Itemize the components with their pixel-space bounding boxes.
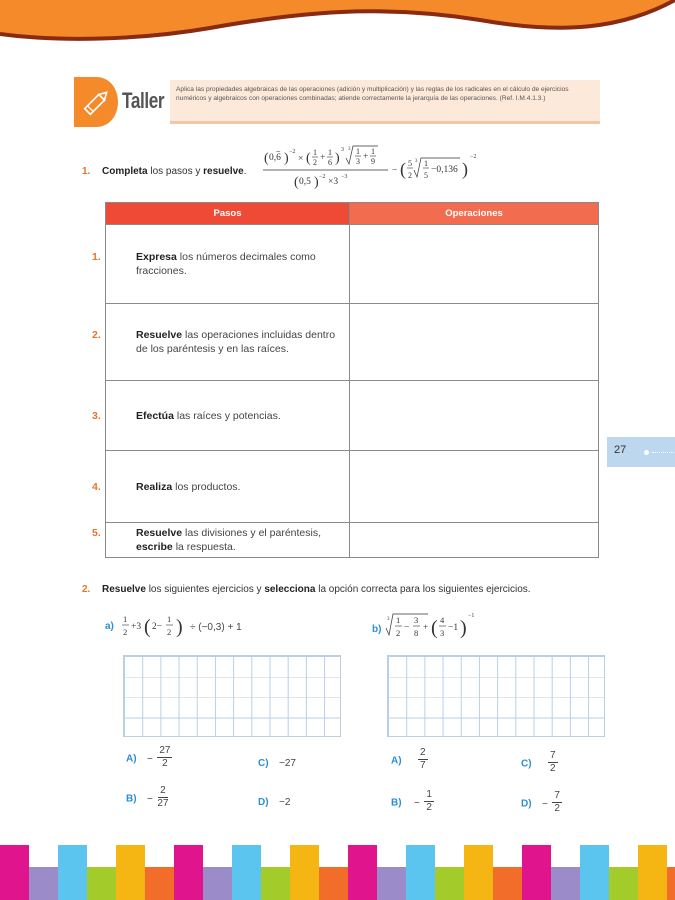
table-row: [106, 523, 599, 558]
exercise-a-label: a): [105, 621, 114, 632]
svg-text:): ): [176, 616, 183, 638]
svg-text:(: (: [306, 151, 311, 166]
svg-text:2: 2: [408, 171, 412, 180]
option-denominator: 2: [550, 763, 556, 774]
svg-text:3: 3: [341, 147, 344, 153]
svg-text:1: 1: [356, 147, 360, 156]
option-numerator: 7: [554, 790, 560, 801]
svg-text:−0,136: −0,136: [431, 165, 458, 175]
svg-text:9: 9: [371, 157, 375, 166]
svg-text:×: ×: [298, 154, 304, 164]
page-dotted-line: [652, 452, 674, 453]
svg-text:0,6: 0,6: [269, 153, 281, 163]
q1-verb-completa: Completa: [102, 166, 148, 177]
option-numerator: 2: [160, 785, 166, 796]
svg-text:): ): [284, 151, 289, 166]
q2-mid-text: los siguientes ejercicios y: [145, 584, 265, 595]
table-row: [106, 225, 599, 304]
option-denominator: 2: [554, 803, 560, 814]
svg-text:1: 1: [396, 615, 401, 625]
step-text: las divisiones y el paréntesis,: [182, 527, 322, 539]
option-b-C[interactable]: [521, 750, 558, 775]
q1-formula: [262, 144, 487, 194]
svg-text:): ): [460, 617, 467, 639]
q1-mid-text: los pasos y: [147, 166, 204, 177]
svg-text:−1: −1: [448, 623, 459, 633]
option-letter: D): [521, 798, 532, 810]
svg-text:(: (: [431, 617, 438, 639]
option-letter: A): [126, 753, 137, 765]
option-value: −27: [279, 758, 296, 769]
question-1: [82, 166, 247, 177]
option-numerator: 2: [420, 747, 426, 758]
option-denominator: 2: [162, 758, 168, 769]
svg-text:2: 2: [123, 627, 128, 637]
step-text: los números decimales como fracciones.: [136, 251, 316, 277]
svg-text:3: 3: [387, 617, 390, 622]
svg-text:5: 5: [424, 171, 428, 180]
table-row: [106, 451, 599, 523]
svg-text:2: 2: [396, 628, 401, 638]
svg-text:2: 2: [167, 627, 172, 637]
table-row: [106, 304, 599, 381]
option-b-D[interactable]: [521, 790, 562, 815]
step-verb: Resuelve: [136, 329, 183, 341]
svg-text:1: 1: [123, 614, 128, 624]
table-row: [106, 381, 599, 451]
step-verb: Efectúa: [136, 409, 174, 422]
svg-text:−2: −2: [289, 149, 296, 155]
option-letter: A): [391, 755, 402, 767]
step-text-2: la respuesta.: [172, 541, 236, 553]
svg-text:1: 1: [313, 148, 317, 157]
svg-text:8: 8: [414, 628, 419, 638]
svg-text:⌢: ⌢: [276, 147, 281, 155]
svg-text:3: 3: [356, 157, 360, 166]
svg-text:6: 6: [328, 158, 332, 167]
option-denominator: 7: [420, 760, 426, 771]
option-letter: C): [521, 758, 532, 770]
question-1-number: 1.: [82, 166, 91, 177]
svg-text:5: 5: [408, 159, 412, 168]
svg-text:(: (: [400, 159, 406, 179]
q1-end: .: [243, 166, 247, 177]
option-numerator: 7: [550, 750, 556, 761]
svg-text:1: 1: [167, 614, 172, 624]
svg-text:+3: +3: [131, 622, 142, 632]
option-b-A[interactable]: [391, 747, 428, 772]
step-number: 4.: [92, 480, 101, 493]
taller-title: Taller: [122, 88, 165, 113]
operation-cell[interactable]: [350, 225, 599, 304]
work-grid-a[interactable]: [123, 655, 341, 737]
q1-verb-resuelve: resuelve: [203, 166, 244, 177]
svg-text:): ): [462, 159, 468, 179]
svg-text:−2: −2: [319, 174, 326, 180]
header-wave: [0, 0, 675, 60]
svg-text:3: 3: [348, 147, 351, 152]
work-grid-b[interactable]: [387, 655, 605, 737]
step-number: 2.: [92, 329, 101, 341]
operation-cell[interactable]: [350, 451, 599, 523]
option-letter: D): [258, 797, 269, 808]
svg-text:(: (: [264, 151, 269, 166]
svg-text:+: +: [363, 152, 369, 162]
option-a-B[interactable]: [126, 785, 168, 810]
option-value: −2: [279, 797, 291, 808]
svg-text:1: 1: [371, 147, 375, 156]
svg-text:(: (: [144, 616, 151, 638]
pencil-icon: [74, 77, 118, 127]
svg-text:(: (: [294, 175, 299, 190]
svg-text:−1: −1: [468, 613, 475, 619]
operation-cell[interactable]: [350, 523, 599, 558]
svg-text:×3: ×3: [328, 177, 339, 187]
svg-text:2−: 2−: [152, 622, 163, 632]
svg-text:−: −: [404, 623, 410, 633]
option-denominator: 27: [157, 798, 169, 809]
option-letter: C): [258, 758, 269, 769]
exercise-a-tail: ÷ (−0,3) + 1: [190, 622, 242, 633]
step-number: 3.: [92, 409, 101, 422]
q2-verb-selecciona: selecciona: [264, 584, 316, 595]
svg-text:): ): [335, 151, 340, 166]
svg-text:−: −: [392, 166, 398, 176]
step-text: los productos.: [172, 480, 241, 493]
svg-text:+: +: [423, 623, 429, 633]
option-a-A[interactable]: [126, 745, 172, 770]
svg-text:−3: −3: [341, 174, 348, 180]
bottom-color-bars: [0, 845, 675, 900]
question-2-number: 2.: [82, 584, 91, 595]
svg-text:4: 4: [440, 615, 445, 625]
taller-instructions: Aplica las propiedades algebraicas de las operaciones (adición y multiplicación) y las reglas de los radicales en el cálculo de ejercicios numéricos y algebraicos con operaciones combinadas; atiende correctamente la jerarquía de las operaciones. (Ref. I.M.4.1.3.): [170, 80, 600, 124]
option-b-B[interactable]: [391, 789, 434, 814]
svg-text:3: 3: [415, 159, 418, 164]
svg-text:0,5: 0,5: [299, 177, 311, 187]
svg-text:2: 2: [313, 158, 317, 167]
step-verb: Realiza: [136, 480, 173, 493]
operation-cell[interactable]: [350, 304, 599, 381]
q2-end: la opción correcta para los siguientes ejercicios.: [315, 584, 531, 595]
svg-text:1: 1: [328, 148, 332, 157]
q2-verb-resuelve: Resuelve: [102, 584, 146, 595]
exercise-b-label: b): [372, 624, 382, 635]
svg-text:3: 3: [414, 615, 419, 625]
steps-table: [92, 202, 599, 558]
step-text: las raíces y potencias.: [173, 409, 281, 422]
question-2: [82, 584, 531, 595]
option-a-D[interactable]: [258, 792, 290, 810]
option-numerator: 1: [426, 789, 432, 800]
option-sign: −: [542, 798, 548, 810]
svg-text:+: +: [320, 153, 326, 163]
page-dot: [644, 450, 649, 455]
option-sign: −: [147, 753, 153, 765]
step-verb: Resuelve: [136, 527, 183, 539]
option-sign: −: [147, 793, 153, 805]
step-verb-2: escribe: [136, 541, 173, 553]
svg-text:): ): [314, 175, 319, 190]
option-numerator: 27: [159, 745, 171, 756]
exercise-a-expression: [120, 610, 190, 646]
option-letter: B): [126, 793, 137, 805]
page-number: 27: [614, 444, 627, 456]
option-letter: B): [391, 797, 402, 809]
option-denominator: 2: [426, 802, 432, 813]
svg-text:3: 3: [440, 628, 445, 638]
header-operaciones: Operaciones: [350, 203, 599, 225]
step-number: 5.: [92, 527, 101, 539]
header-pasos: Pasos: [106, 203, 350, 225]
option-a-C[interactable]: [258, 753, 296, 771]
option-sign: −: [414, 797, 420, 809]
svg-text:1: 1: [424, 159, 428, 168]
operation-cell[interactable]: [350, 381, 599, 451]
exercise-b-expression: [384, 610, 484, 648]
step-text: las operaciones incluidas dentro de los paréntesis y en las raíces.: [136, 329, 336, 355]
step-verb: Expresa: [136, 251, 177, 263]
svg-text:−2: −2: [470, 154, 477, 160]
step-number: 1.: [92, 251, 101, 263]
